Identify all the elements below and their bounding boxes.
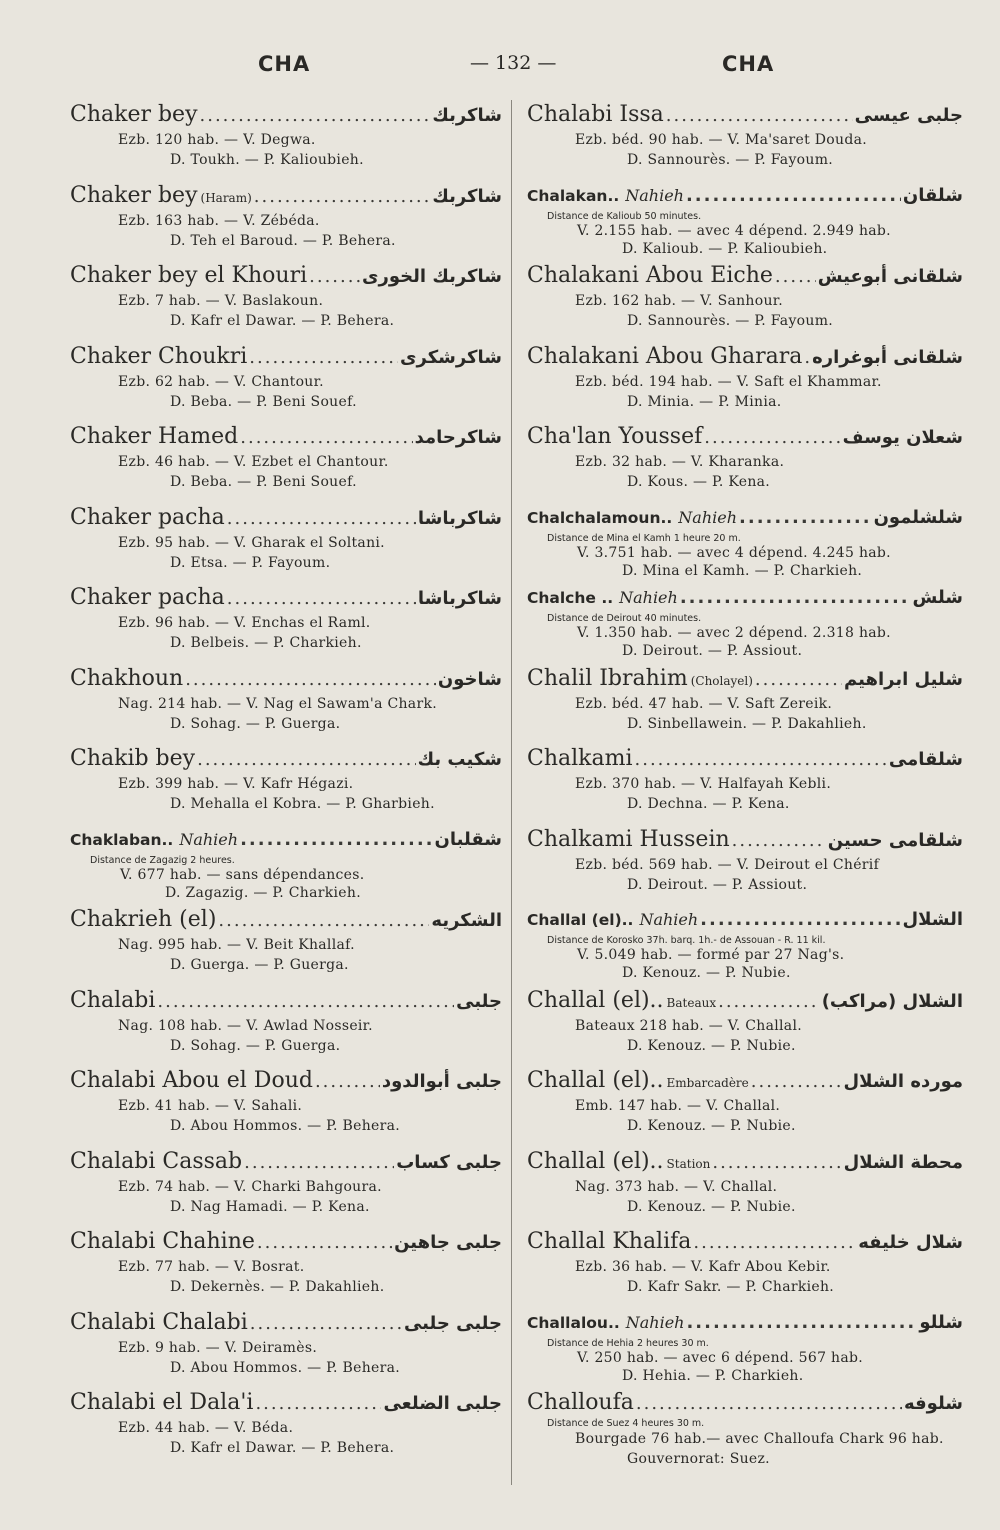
place-name: Chaker Hamed: [70, 424, 239, 449]
place-name: Challalou..: [527, 1313, 620, 1332]
distance-note: Distance de Deirout 40 minutes.: [547, 613, 702, 624]
place-name: Chalabi: [70, 987, 156, 1013]
entry-heading: [527, 1308, 963, 1338]
district-province-line: D. Guerga. — P. Guerga.: [170, 957, 349, 973]
column-divider: [511, 100, 512, 1485]
district-province-line: D. Kafr Sakr. — P. Charkieh.: [627, 1279, 835, 1295]
place-name: Challal (el)..: [527, 1148, 664, 1174]
gazetteer-entry: [70, 825, 502, 906]
place-name: Chalabi Chahine: [70, 1229, 255, 1254]
population-line: V. 677 hab. — sans dépendances.: [120, 866, 365, 883]
entry-heading: [527, 986, 963, 1016]
district-province-line: D. Zagazig. — P. Charkieh.: [165, 884, 361, 901]
place-qualifier: Embarcadère: [666, 1076, 749, 1090]
population-line: Nag. 373 hab. — V. Challal.: [575, 1178, 778, 1195]
leader-dots: [254, 182, 431, 211]
entry-heading: [70, 342, 502, 372]
gazetteer-entry: [527, 261, 963, 342]
arabic-name: شلال خليفه: [858, 1232, 963, 1253]
arabic-name: جلبى عيسى: [854, 105, 963, 126]
district-province-line: D. Toukh. — P. Kalioubieh.: [170, 152, 364, 168]
leader-dots: [309, 262, 360, 291]
arabic-name: شللو: [919, 1311, 963, 1333]
entry-heading: [527, 342, 963, 372]
leader-dots: [775, 262, 816, 291]
population-line: Ezb. 74 hab. — V. Charki Bahgoura.: [118, 1178, 382, 1195]
district-province-line: D. Beba. — P. Beni Souef.: [170, 393, 357, 410]
district-province-line: D. Teh el Baroud. — P. Behera.: [170, 232, 396, 249]
leader-dots: [227, 584, 416, 613]
leader-dots: [718, 987, 820, 1016]
gazetteer-entry: [70, 261, 502, 342]
district-province-line: D. Kalioub. — P. Kalioubieh.: [622, 240, 828, 257]
population-line: V. 2.155 hab. — avec 4 dépend. 2.949 hab.: [577, 222, 891, 239]
entry-heading: [527, 181, 963, 211]
arabic-name: شلقامى حسين: [827, 829, 963, 851]
district-province-line: D. Deirout. — P. Assiout.: [627, 876, 808, 893]
leader-dots: [680, 583, 911, 613]
arabic-name: شقلبان: [434, 828, 502, 850]
arabic-name: الشلال (مراكب): [821, 990, 963, 1012]
population-line: Ezb. 95 hab. — V. Gharak el Soltani.: [118, 534, 385, 551]
district-province-line: D. Sohag. — P. Guerga.: [170, 1037, 341, 1054]
left-column: [70, 100, 502, 1469]
place-name: Chakib bey: [70, 746, 196, 771]
arabic-name: شلشلمون: [873, 506, 963, 528]
leader-dots: [686, 181, 901, 211]
leader-dots: [704, 423, 840, 452]
place-name: Chaker bey: [70, 102, 198, 127]
place-qualifier: (Haram): [200, 190, 252, 205]
entry-heading: [70, 1227, 502, 1257]
population-line: Ezb. 399 hab. — V. Kafr Hégazi.: [118, 776, 354, 792]
entry-heading: [527, 744, 963, 774]
running-head-left: CHA: [258, 52, 311, 76]
entry-heading: [70, 503, 502, 533]
gazetteer-entry: [70, 181, 502, 262]
leader-dots: [255, 1389, 381, 1418]
place-name: Chalche ..: [527, 589, 614, 607]
district-province-line: D. Sannourès. — P. Fayoum.: [627, 313, 834, 329]
population-line: Ezb. 62 hab. — V. Chantour.: [118, 373, 324, 390]
gazetteer-entry: [527, 986, 963, 1067]
gazetteer-entry: [527, 503, 963, 584]
entry-heading: [527, 422, 963, 452]
entry-heading: [527, 1227, 963, 1257]
place-name: Chalil Ibrahim: [527, 665, 688, 691]
district-province-line: D. Mina el Kamh. — P. Charkieh.: [622, 562, 863, 579]
right-column: [527, 100, 963, 1469]
arabic-name: شلقامى: [888, 749, 963, 770]
entry-heading: [70, 1308, 502, 1338]
leader-dots: [240, 825, 432, 855]
leader-dots: [751, 1067, 842, 1096]
entry-heading: [70, 664, 502, 694]
population-line: Ezb. béd. 47 hab. — V. Saft Zereik.: [575, 695, 833, 712]
population-line: Ezb. béd. 90 hab. — V. Ma'saret Douda.: [575, 132, 868, 148]
place-qualifier: (Cholayel): [690, 673, 753, 688]
district-province-line: D. Sohag. — P. Guerga.: [170, 715, 341, 732]
leader-dots: [185, 665, 436, 694]
leader-dots: [218, 906, 429, 935]
gazetteer-entry: [70, 986, 502, 1067]
district-province-line: D. Kenouz. — P. Nubie.: [627, 1198, 796, 1215]
leader-dots: [257, 1228, 392, 1257]
district-province-line: D. Dechna. — P. Kena.: [627, 796, 790, 812]
arabic-name: جلبى الضلعى: [383, 1393, 502, 1414]
place-qualifier: Nahieh: [639, 910, 699, 929]
arabic-name: شاكربك الخورى: [362, 266, 502, 287]
gazetteer-entry: [527, 422, 963, 503]
place-name: Chalabi Chalabi: [70, 1309, 248, 1335]
arabic-name: شليل ابراهيم: [844, 668, 963, 690]
gazetteer-entry: [527, 342, 963, 423]
entry-heading: [70, 825, 502, 855]
leader-dots: [249, 343, 398, 372]
population-line: Emb. 147 hab. — V. Challal.: [575, 1098, 781, 1114]
population-line: Ezb. 370 hab. — V. Halfayah Kebli.: [575, 776, 832, 792]
gazetteer-entry: [527, 825, 963, 906]
population-line: Ezb. 46 hab. — V. Ezbet el Chantour.: [118, 454, 389, 470]
arabic-name: شلقان: [902, 184, 963, 206]
arabic-name: شكيب بك: [417, 749, 502, 770]
leader-dots: [250, 1309, 402, 1338]
place-name: Chalakani Abou Gharara: [527, 343, 803, 369]
entry-heading: [527, 503, 963, 533]
population-line: Ezb. 36 hab. — V. Kafr Abou Kebir.: [575, 1259, 831, 1275]
entry-heading: [527, 905, 963, 935]
leader-dots: [240, 423, 412, 452]
gazetteer-entry: [70, 503, 502, 584]
leader-dots: [686, 1308, 917, 1338]
arabic-name: شاكرشكرى: [400, 346, 502, 368]
district-province-line: D. Kenouz. — P. Nubie.: [627, 1118, 796, 1134]
entry-heading: [70, 905, 502, 935]
district-province-line: D. Deirout. — P. Assiout.: [622, 643, 803, 659]
leader-dots: [739, 503, 872, 533]
arabic-name: محطة الشلال: [843, 1151, 963, 1173]
place-name: Challal (el)..: [527, 987, 664, 1013]
gazetteer-entry: [70, 664, 502, 745]
district-province-line: D. Mehalla el Kobra. — P. Gharbieh.: [170, 796, 435, 812]
population-line: V. 250 hab. — avec 6 dépend. 567 hab.: [577, 1349, 864, 1366]
arabic-name: مورده الشلال: [843, 1071, 963, 1092]
place-name: Chaker bey: [70, 182, 198, 208]
entry-heading: [527, 1388, 963, 1418]
entry-heading: [527, 1066, 963, 1096]
district-province-line: D. Kous. — P. Kena.: [627, 474, 771, 490]
entry-heading: [70, 1147, 502, 1177]
arabic-name: شلقانى أبوعيش: [817, 266, 963, 287]
gazetteer-entry: [70, 905, 502, 986]
district-province-line: Gouvernorat: Suez.: [627, 1451, 770, 1467]
population-line: Nag. 108 hab. — V. Awlad Nosseir.: [118, 1017, 373, 1034]
gazetteer-entry: [70, 342, 502, 423]
distance-note: Distance de Hehia 2 heures 30 m.: [547, 1337, 709, 1349]
entry-heading: [70, 1388, 502, 1418]
entry-heading: [70, 1066, 502, 1096]
place-name: Chaklaban..: [70, 830, 174, 849]
entry-heading: [527, 1147, 963, 1177]
district-province-line: D. Belbeis. — P. Charkieh.: [170, 635, 362, 651]
place-name: Chalabi Abou el Doud: [70, 1068, 313, 1093]
place-name: Chaker pacha: [70, 585, 225, 610]
leader-dots: [636, 1389, 902, 1418]
place-name: Chalkami: [527, 746, 633, 771]
gazetteer-entry: [527, 181, 963, 262]
population-line: Ezb. 120 hab. — V. Degwa.: [118, 132, 316, 148]
arabic-name: الشكريه: [431, 910, 502, 931]
leader-dots: [197, 745, 416, 774]
leader-dots: [732, 826, 826, 855]
arabic-name: شلش: [912, 587, 963, 608]
place-qualifier: Station: [666, 1156, 711, 1171]
arabic-name: شعلان يوسف: [842, 427, 963, 448]
population-line: Ezb. 7 hab. — V. Baslakoun.: [118, 293, 324, 309]
place-qualifier: Nahieh: [678, 507, 738, 527]
leader-dots: [244, 1148, 394, 1177]
entry-heading: [70, 744, 502, 774]
entry-heading: [70, 583, 502, 613]
district-province-line: D. Minia. — P. Minia.: [627, 393, 782, 410]
gazetteer-entry: [70, 1388, 502, 1469]
population-line: V. 1.350 hab. — avec 2 dépend. 2.318 hab.: [577, 625, 891, 641]
arabic-name: شلوفه: [903, 1393, 963, 1414]
arabic-name: شاكرباشا: [417, 507, 502, 529]
district-province-line: D. Kafr el Dawar. — P. Behera.: [170, 313, 395, 329]
population-line: Ezb. 162 hab. — V. Sanhour.: [575, 293, 783, 309]
population-line: Nag. 995 hab. — V. Beit Khallaf.: [118, 937, 355, 953]
place-qualifier: Nahieh: [619, 588, 678, 607]
place-name: Challal Khalifa: [527, 1229, 692, 1254]
place-name: Chaker pacha: [70, 504, 225, 530]
population-line: Ezb. 77 hab. — V. Bosrat.: [118, 1259, 305, 1275]
place-name: Chalabi Issa: [527, 102, 664, 127]
entry-heading: [527, 261, 963, 291]
district-province-line: D. Abou Hommos. — P. Behera.: [170, 1359, 400, 1376]
leader-dots: [157, 987, 454, 1016]
entry-heading: [70, 261, 502, 291]
gazetteer-entry: [527, 664, 963, 745]
entry-heading: [527, 664, 963, 694]
arabic-name: الشلال: [902, 909, 963, 930]
distance-note: Distance de Mina el Kamh 1 heure 20 m.: [547, 532, 741, 544]
gazetteer-entry: [527, 905, 963, 986]
arabic-name: جلبى: [456, 990, 502, 1012]
arabic-name: شلقانى أبوغراره: [812, 346, 963, 368]
population-line: Ezb. 9 hab. — V. Deiramès.: [118, 1339, 318, 1356]
district-province-line: D. Hehia. — P. Charkieh.: [622, 1367, 804, 1384]
place-qualifier: Bateaux: [666, 995, 717, 1010]
place-qualifier: Nahieh: [625, 1312, 685, 1332]
place-name: Chakhoun: [70, 665, 184, 691]
gazetteer-entry: [527, 1066, 963, 1147]
gazetteer-entry: [527, 1308, 963, 1389]
population-line: V. 3.751 hab. — avec 4 dépend. 4.245 hab.: [577, 544, 891, 561]
entry-heading: [70, 422, 502, 452]
entry-heading: [70, 100, 502, 130]
leader-dots: [666, 101, 853, 130]
leader-dots: [227, 504, 416, 533]
leader-dots: [693, 1228, 856, 1257]
leader-dots: [700, 905, 900, 935]
population-line: Bateaux 218 hab. — V. Challal.: [575, 1017, 802, 1034]
district-province-line: D. Etsa. — P. Fayoum.: [170, 554, 331, 571]
population-line: Ezb. béd. 194 hab. — V. Saft el Khammar.: [575, 373, 882, 390]
arabic-name: شاكربك: [432, 185, 502, 207]
gazetteer-entry: [70, 1308, 502, 1389]
place-name: Chaker Choukri: [70, 343, 248, 369]
entry-heading: [527, 100, 963, 130]
place-qualifier: Nahieh: [625, 185, 684, 205]
entry-heading: [527, 583, 963, 613]
population-line: Ezb. 44 hab. — V. Béda.: [118, 1420, 294, 1436]
place-name: Chalchalamoun..: [527, 508, 673, 527]
population-line: Ezb. 163 hab. — V. Zébéda.: [118, 212, 320, 229]
gazetteer-entry: [527, 1147, 963, 1228]
gazetteer-entry: [527, 1227, 963, 1308]
gazetteer-entry: [70, 1147, 502, 1228]
entry-heading: [70, 181, 502, 211]
gazetteer-entry: [70, 422, 502, 503]
leader-dots: [200, 101, 431, 130]
population-line: Nag. 214 hab. — V. Nag el Sawam'a Chark.: [118, 695, 437, 712]
gazetteer-entry: [70, 100, 502, 181]
distance-note: Distance de Zagazig 2 heures.: [90, 854, 235, 866]
arabic-name: شاكرباشا: [417, 588, 502, 609]
arabic-name: جلبى كساب: [396, 1151, 502, 1173]
place-name: Chaker bey el Khouri: [70, 263, 308, 288]
arabic-name: جلبى جاهين: [394, 1232, 502, 1253]
population-line: V. 5.049 hab. — formé par 27 Nag's.: [577, 947, 845, 963]
arabic-name: شاكرحامد: [414, 427, 502, 448]
gazetteer-entry: [70, 744, 502, 825]
place-name: Chalakani Abou Eiche: [527, 263, 773, 288]
gazetteer-entry: [527, 744, 963, 825]
district-province-line: D. Sannourès. — P. Fayoum.: [627, 152, 834, 168]
district-province-line: D. Kenouz. — P. Nubie.: [622, 965, 791, 981]
distance-note: Distance de Korosko 37h. barq. 1h.- de Assouan - R. 11 kil.: [547, 935, 826, 946]
arabic-name: جلبى جلبى: [403, 1312, 502, 1334]
population-line: Ezb. béd. 569 hab. — V. Deirout el Chérif: [575, 856, 880, 873]
population-line: Ezb. 32 hab. — V. Kharanka.: [575, 454, 785, 470]
leader-dots: [712, 1148, 841, 1177]
place-name: Challoufa: [527, 1390, 634, 1415]
leader-dots: [755, 665, 842, 694]
page-number: — 132 —: [470, 52, 557, 74]
gazetteer-entry: [70, 1227, 502, 1308]
arabic-name: شاخون: [437, 668, 502, 690]
arabic-name: شاكربك: [432, 105, 502, 126]
gazetteer-entry: [527, 583, 963, 664]
distance-note: Distance de Suez 4 heures 30 m.: [547, 1418, 705, 1429]
entry-heading: [70, 986, 502, 1016]
leader-dots: [635, 745, 887, 774]
district-province-line: D. Kafr el Dawar. — P. Behera.: [170, 1440, 395, 1456]
place-name: Chalabi Cassab: [70, 1148, 243, 1174]
gazetteer-entry: [527, 1388, 963, 1469]
place-name: Challal (el)..: [527, 1068, 664, 1093]
population-line: Bourgade 76 hab.— avec Challoufa Chark 96 hab.: [575, 1431, 944, 1447]
gazetteer-entry: [527, 100, 963, 181]
district-province-line: D. Kenouz. — P. Nubie.: [627, 1037, 796, 1054]
district-province-line: D. Nag Hamadi. — P. Kena.: [170, 1198, 370, 1215]
place-name: Challal (el)..: [527, 911, 634, 929]
district-province-line: D. Sinbellawein. — P. Dakahlieh.: [627, 715, 867, 732]
gazetteer-entry: [70, 1066, 502, 1147]
place-name: Chalakan..: [527, 186, 620, 205]
leader-dots: [804, 343, 810, 372]
population-line: Ezb. 41 hab. — V. Sahali.: [118, 1098, 303, 1114]
gazetteer-entry: [70, 583, 502, 664]
population-line: Ezb. 96 hab. — V. Enchas el Raml.: [118, 615, 371, 631]
district-province-line: D. Abou Hommos. — P. Behera.: [170, 1118, 400, 1134]
place-name: Cha'lan Youssef: [527, 424, 703, 449]
running-head-right: CHA: [722, 52, 775, 76]
place-qualifier: Nahieh: [179, 829, 239, 849]
entry-heading: [527, 825, 963, 855]
district-province-line: D. Dekernès. — P. Dakahlieh.: [170, 1279, 385, 1295]
arabic-name: جلبى أبوالدود: [381, 1071, 502, 1092]
district-province-line: D. Beba. — P. Beni Souef.: [170, 474, 357, 490]
place-name: Chalabi el Dala'i: [70, 1390, 254, 1415]
place-name: Chakrieh (el): [70, 907, 217, 932]
distance-note: Distance de Kalioub 50 minutes.: [547, 210, 702, 222]
leader-dots: [315, 1067, 380, 1096]
place-name: Chalkami Hussein: [527, 826, 730, 852]
